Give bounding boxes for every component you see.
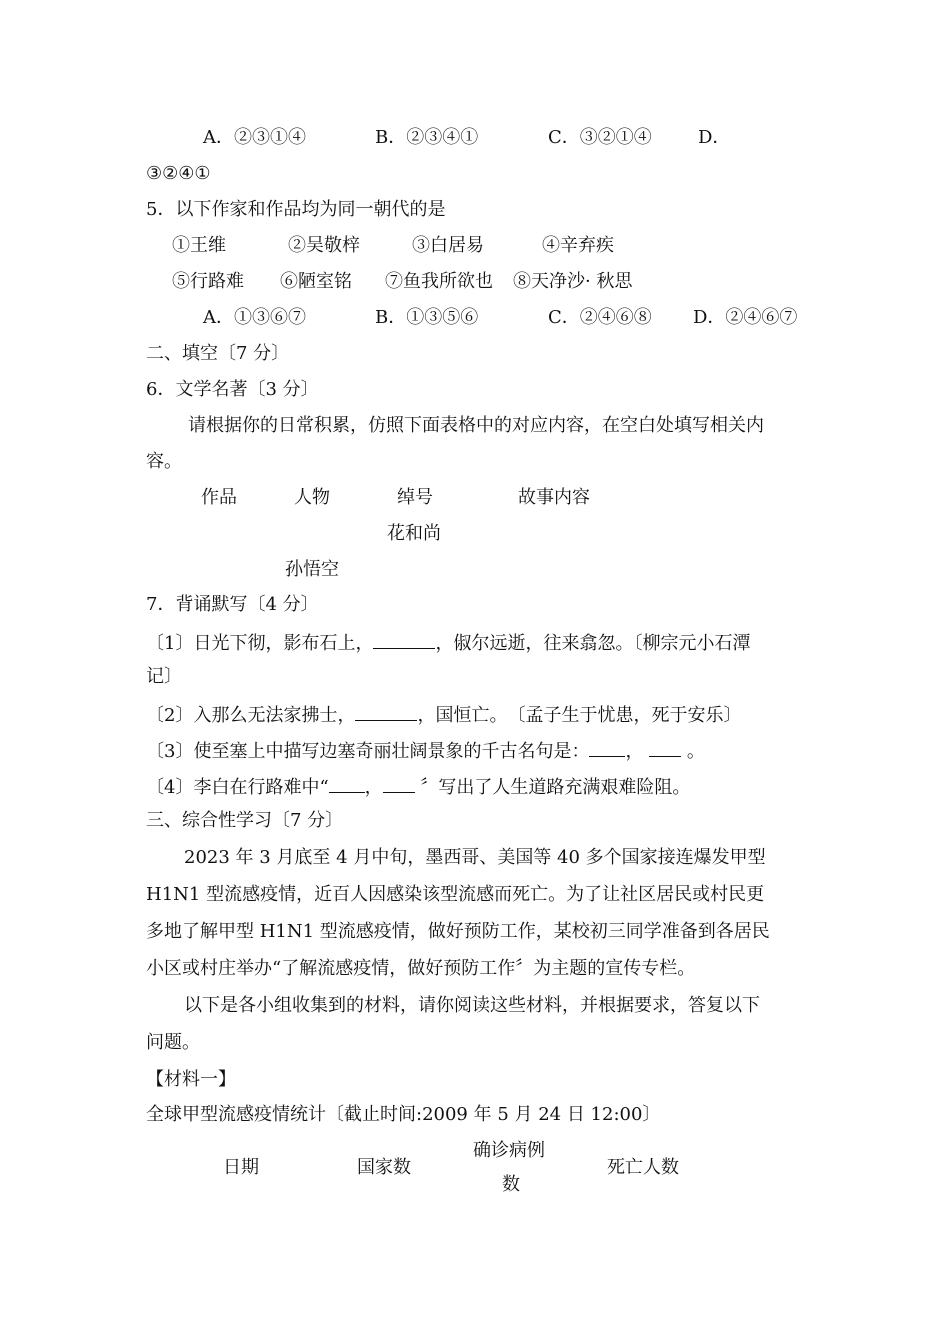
q7-line-4-text: ， (364, 777, 383, 798)
q5-item: ④辛弃疾 (542, 235, 614, 256)
q7-line-1-cont: 记〕 (146, 666, 182, 687)
answer-blank[interactable] (355, 702, 417, 721)
q6-header-story: 故事内容 (518, 487, 590, 508)
q7-line-3-text: ， (625, 741, 644, 762)
q5-option-d: D．②④⑥⑦ (693, 307, 798, 328)
q7-line-3-text: 。 (686, 741, 705, 762)
q7-line-4 (146, 774, 690, 799)
paragraph-1-line: 2023 年 3 月底至 4 月中旬，墨西哥、美国等 40 多个国家接连爆发甲型 (184, 847, 766, 868)
q7-line-2-text: 〔2〕入那么无法家拂士， (146, 705, 356, 726)
table-header-countries: 国家数 (357, 1157, 411, 1178)
q5-option-c: C．②④⑥⑧ (548, 307, 652, 328)
q5-item: ②吴敬梓 (288, 235, 360, 256)
q7-line-3-text: 〔3〕使至塞上中描写边塞奇丽壮阔景象的千古名句是： (146, 741, 590, 762)
answer-blank[interactable] (373, 630, 435, 649)
q7-line-3 (146, 738, 705, 763)
paragraph-2-line: 以下是各小组收集到的材料，请你阅读这些材料，并根据要求，答复以下 (184, 995, 760, 1016)
q4-option-c: C．③②①④ (548, 127, 652, 148)
answer-blank[interactable] (329, 774, 365, 793)
table-title: 全球甲型流感疫情统计〔截止时间:2009 年 5 月 24 日 12:00〕 (146, 1104, 661, 1125)
q6-header-nickname: 绰号 (397, 487, 433, 508)
q4-option-d-continued: ③②④① (146, 163, 211, 184)
q5-item: ③白居易 (412, 235, 484, 256)
q7-line-1-text: 〔1〕日光下彻，影布石上， (146, 633, 374, 654)
q5-item: ⑦鱼我所欲也 (385, 271, 493, 292)
table-header-cases: 确诊病例 (473, 1140, 545, 1161)
table-header-date: 日期 (223, 1157, 259, 1178)
q7-line-2 (146, 702, 741, 727)
q6-header-person: 人物 (294, 487, 330, 508)
paragraph-1-line: 多地了解甲型 H1N1 型流感疫情，做好预防工作，某校初三同学准备到各居民 (146, 921, 770, 942)
q4-option-a: A．②③①④ (203, 127, 306, 148)
answer-blank[interactable] (383, 774, 415, 793)
q5-option-a: A．①③⑥⑦ (203, 307, 306, 328)
section-2-title: 二、填空〔7 分〕 (146, 343, 290, 364)
q4-option-d: D． (698, 127, 731, 148)
q4-option-b: B．②③④① (375, 127, 479, 148)
q5-option-b: B．①③⑤⑥ (375, 307, 479, 328)
paragraph-1-line: H1N1 型流感疫情，近百人因感染该型流感而死亡。为了让社区居民或村民更 (146, 884, 765, 905)
q6-instruction: 请根据你的日常积累，仿照下面表格中的对应内容，在空白处填写相关内 (188, 415, 764, 436)
q6-instruction-cont: 容。 (146, 451, 182, 472)
section-3-title: 三、综合性学习〔7 分〕 (146, 810, 344, 831)
q7-stem: 7．背诵默写〔4 分〕 (146, 594, 319, 615)
q5-item: ⑤行路难 (172, 271, 244, 292)
q7-line-4-text: 〔4〕李白在行路难中“ (146, 777, 329, 798)
table-header-cases-cont: 数 (502, 1174, 520, 1195)
q7-line-1 (146, 630, 750, 655)
q7-line-1-text: ，俶尔远逝，往来翕忽。〔柳宗元小石潭 (435, 633, 751, 654)
q6-cell-nickname: 花和尚 (387, 523, 441, 544)
q5-item: ⑥陋室铭 (280, 271, 352, 292)
q6-header-work: 作品 (201, 487, 237, 508)
q6-cell-person: 孙悟空 (285, 559, 339, 580)
table-header-deaths: 死亡人数 (607, 1157, 679, 1178)
answer-blank[interactable] (589, 738, 625, 757)
q5-stem: 5．以下作家和作品均为同一朝代的是 (146, 199, 446, 220)
paragraph-1-line: 小区或村庄举办“了解流感疫情，做好预防工作〞为主题的宣传专栏。 (146, 958, 696, 979)
q7-line-4-text: 〞写出了人生道路充满艰难险阻。 (420, 777, 691, 798)
q6-stem: 6．文学名著〔3 分〕 (146, 379, 319, 400)
q5-item: ①王维 (172, 235, 226, 256)
answer-blank[interactable] (649, 738, 681, 757)
q7-line-2-text: ，国恒亡。 〔孟子生于忧患，死于安乐〕 (417, 705, 742, 726)
paragraph-2-line: 问题。 (146, 1032, 200, 1053)
material-1-label: 【材料一】 (146, 1069, 236, 1090)
q5-item: ⑧天净沙· 秋思 (513, 271, 633, 292)
